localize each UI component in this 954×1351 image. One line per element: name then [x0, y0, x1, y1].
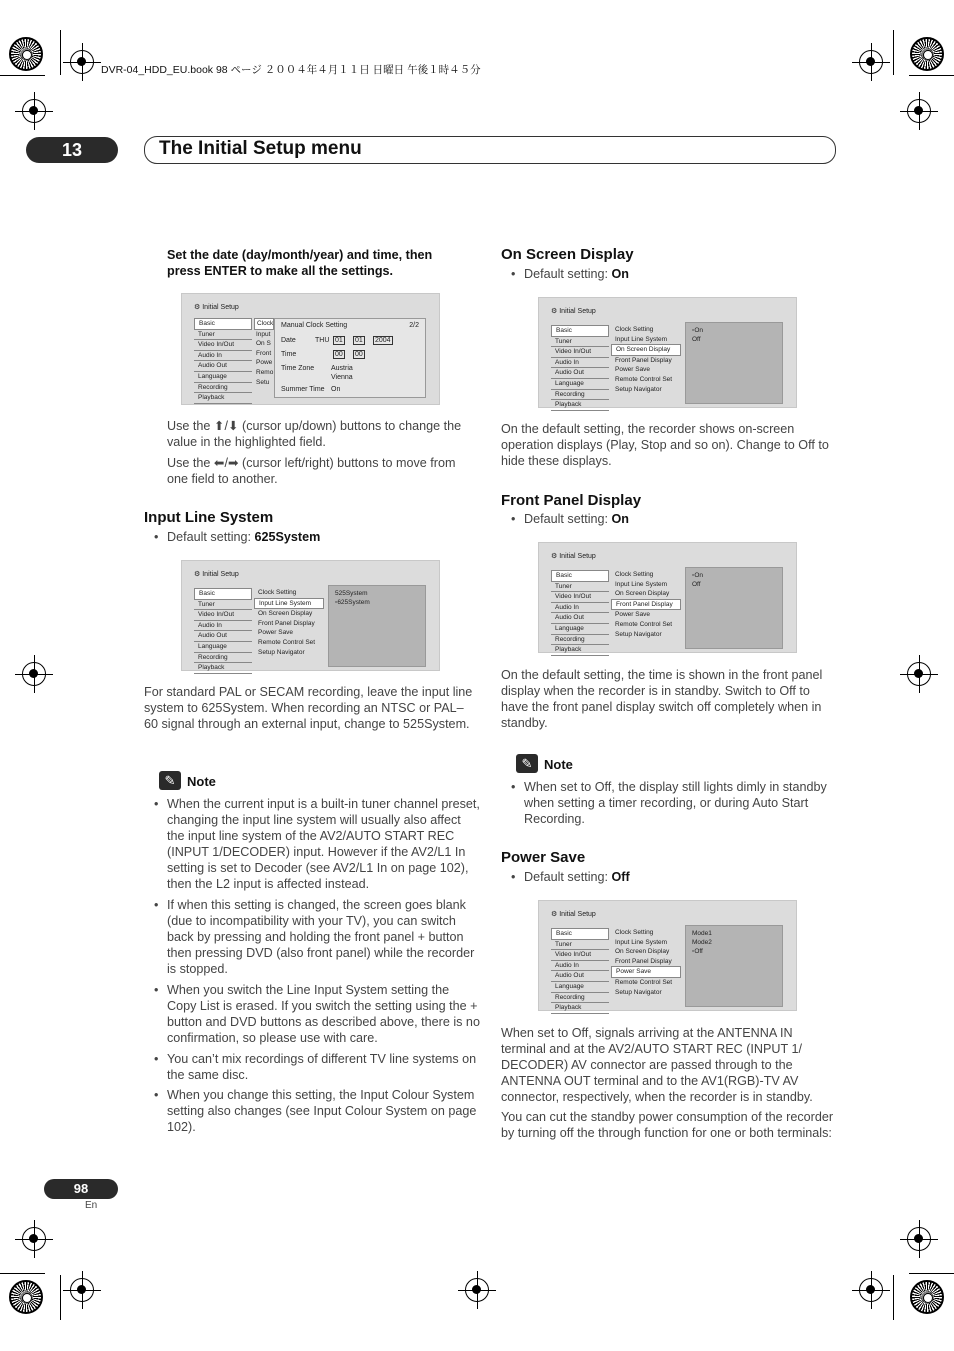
submenu-item: Clock Setting — [615, 571, 654, 578]
note-icon: ✎ — [159, 771, 181, 790]
menu-item: Audio Out — [551, 971, 609, 982]
panel-page: 2/2 — [409, 322, 419, 329]
submenu-item: Clock Setting — [615, 326, 654, 333]
screen-menu — [551, 325, 609, 411]
panel-title: Manual Clock Setting — [281, 322, 348, 329]
submenu-item: Setup Navigator — [258, 648, 305, 656]
options-panel — [685, 925, 783, 1007]
page-title: The Initial Setup menu — [159, 138, 362, 159]
menu-item: Recording — [551, 993, 609, 1004]
menu-item: Language — [194, 642, 252, 653]
submenu-item: Front Panel Display — [258, 619, 315, 627]
crosshair-mark — [907, 1227, 931, 1251]
summer-time-value: On — [331, 386, 341, 393]
submenu-item: Input Line System — [615, 335, 668, 343]
note-label: Note — [187, 774, 216, 789]
crosshair-mark — [22, 662, 46, 686]
front-panel-display-description: On the default setting, the time is shown in the front panel display when the recorder is in standby. Switch to Off to have the front panel display switch off completely when in standby. — [501, 668, 823, 730]
menu-item: Language — [194, 372, 252, 383]
minute-field: 00 — [355, 351, 363, 358]
note-item: • When you switch the Line Input System setting the Copy List is erased. If you switch the setting using the + button and DVD buttons as described above, there is no confirmation, so please use with care. — [167, 982, 480, 1046]
language-code: En — [85, 1200, 98, 1211]
timezone-label: Time Zone — [281, 365, 315, 372]
submenu-item: Remote Control Set — [615, 978, 673, 986]
menu-item: Basic — [551, 325, 609, 337]
menu-item: Recording — [551, 635, 609, 646]
registration-wheel-top-right — [910, 37, 944, 71]
menu-item: Audio Out — [194, 361, 252, 372]
crop-line — [0, 1273, 45, 1274]
input-line-system-screen — [181, 560, 440, 671]
submenu-item: Input Line System — [254, 598, 324, 610]
clock-intro: Set the date (day/month/year) and time, then press ENTER to make all the settings. — [167, 248, 433, 278]
screen-submenu — [611, 325, 681, 394]
screen-submenu — [611, 570, 681, 639]
menu-item: Video In/Out — [551, 592, 609, 603]
timezone-value-1: Austria — [331, 365, 353, 372]
menu-item: Basic — [194, 588, 252, 600]
screen-header: ⚙ Initial Setup — [194, 571, 239, 578]
note-label: Note — [544, 757, 573, 772]
menu-item: Audio In — [551, 358, 609, 369]
crosshair-mark — [859, 50, 883, 74]
menu-item: Playback — [551, 400, 609, 411]
time-label: Time — [281, 351, 297, 358]
options-panel — [685, 322, 783, 404]
front-panel-display-screen — [538, 542, 797, 653]
menu-item: Audio Out — [194, 631, 252, 642]
submenu-item: Clock Setting — [615, 929, 654, 936]
menu-item: Playback — [551, 1003, 609, 1014]
menu-item: Recording — [551, 390, 609, 401]
submenu-item: On S — [256, 340, 271, 348]
crop-line — [909, 1273, 954, 1274]
option-off: ▫Off — [692, 948, 703, 955]
menu-item: Audio In — [194, 351, 252, 362]
submenu-item: Front Panel Display — [615, 356, 672, 364]
menu-item: Playback — [194, 663, 252, 674]
note-item: • If when this setting is changed, the screen goes blank (due to incompatibility with your TV), you can switch back by pressing and holding the front panel + button then pressing DVD (also front panel) while the recorder is stopped. — [167, 897, 480, 977]
submenu-item: On Screen Display — [611, 344, 681, 356]
page-number: 98 — [44, 1179, 118, 1199]
option-625system: ▫625System — [335, 599, 370, 606]
menu-item: Recording — [194, 653, 252, 664]
power-save-heading: Power Save — [501, 849, 586, 866]
year-field: 2004 — [375, 337, 391, 344]
submenu-item: Powe — [256, 359, 273, 367]
crop-line — [893, 30, 894, 75]
submenu-item: Front Panel Display — [611, 599, 681, 611]
crosshair-mark — [22, 1227, 46, 1251]
option-525system: 525System — [335, 590, 368, 597]
submenu-item: On Screen Display — [615, 948, 670, 956]
crop-line — [893, 1275, 894, 1320]
crosshair-mark — [907, 662, 931, 686]
submenu-item: On Screen Display — [258, 610, 313, 618]
submenu-item: Front Panel Display — [615, 957, 672, 965]
submenu-item: Input Line System — [615, 580, 668, 588]
menu-item: Tuner — [194, 330, 252, 341]
option-off: Off — [692, 581, 701, 588]
menu-item: Video In/Out — [194, 340, 252, 351]
print-header-line: DVR-04_HDD_EU.book 98 ページ ２００４年４月１１日 日曜日 午後１時４５分 — [101, 64, 481, 76]
cursor-left-right-instruction: Use the ⬅/➡ (cursor left/right) buttons to move from one field to another. — [167, 456, 456, 486]
crop-line — [60, 1275, 61, 1320]
menu-item: Basic — [551, 928, 609, 940]
screen-submenu — [254, 588, 324, 657]
submenu-item: Power Save — [615, 366, 651, 374]
registration-wheel-bottom-right — [910, 1280, 944, 1314]
submenu-item: Setup Navigator — [615, 385, 662, 393]
clock-setting-screen — [181, 293, 440, 405]
on-screen-display-screen — [538, 297, 797, 408]
menu-item: Playback — [551, 645, 609, 656]
option-mode2: Mode2 — [692, 939, 712, 946]
registration-wheel-top-left — [9, 37, 43, 71]
note-item: • When you change this setting, the Input Colour System setting also changes (see Input Colour System on page 102). — [167, 1087, 480, 1135]
submenu-item: Remote Control Set — [615, 620, 673, 628]
menu-item: Video In/Out — [551, 347, 609, 358]
menu-item: Basic — [551, 570, 609, 582]
option-on: ▫On — [692, 572, 703, 579]
submenu-item: Clock — [254, 318, 274, 330]
on-screen-display-heading: On Screen Display — [501, 246, 634, 263]
crop-line — [60, 30, 61, 75]
submenu-item: Remo — [256, 368, 274, 376]
on-screen-display-default: • Default setting: On — [524, 266, 629, 282]
submenu-item: Input Line System — [615, 938, 668, 946]
submenu-item: Remote Control Set — [258, 638, 316, 646]
cursor-up-down-instruction: Use the ⬆/⬇ (cursor up/down) buttons to change the value in the highlighted field. — [167, 419, 462, 449]
screen-submenu — [611, 928, 681, 997]
crosshair-mark — [859, 1278, 883, 1302]
menu-item: Audio Out — [551, 368, 609, 379]
menu-item: Audio In — [194, 621, 252, 632]
submenu-item: Power Save — [611, 966, 681, 978]
screen-menu — [551, 928, 609, 1014]
submenu-item: On Screen Display — [615, 590, 670, 598]
crosshair-mark — [70, 50, 94, 74]
menu-item: Basic — [194, 318, 252, 330]
option-mode1: Mode1 — [692, 930, 712, 937]
date-label: Date — [281, 337, 296, 344]
on-screen-display-description: On the default setting, the recorder shows on-screen operation displays (Play, Stop and so on). Change to Off to hide these displays. — [501, 422, 829, 468]
day-field: 01 — [335, 337, 343, 344]
front-panel-display-default: • Default setting: On — [524, 511, 629, 527]
screen-header: ⚙ Initial Setup — [551, 553, 596, 560]
screen-header: ⚙ Initial Setup — [551, 308, 596, 315]
day-value: THU — [315, 337, 330, 344]
menu-item: Video In/Out — [194, 610, 252, 621]
submenu-item: Clock Setting — [258, 589, 297, 596]
menu-item: Audio Out — [551, 613, 609, 624]
menu-item: Recording — [194, 383, 252, 394]
submenu-item: Setup Navigator — [615, 988, 662, 996]
screen-header: ⚙ Initial Setup — [551, 911, 596, 918]
menu-item: Tuner — [551, 337, 609, 348]
menu-item: Language — [551, 379, 609, 390]
note-item: • When the current input is a built-in tuner channel preset, changing the input line system will usually also affect the input line system of the AV2/AUTO START REC (INPUT 1/DECODER) input. However if the AV2/L1 In setting is set to Decoder (see AV2/L1 In on page 102), then the L2 input is affected instead. — [167, 796, 480, 892]
input-line-system-heading: Input Line System — [144, 509, 274, 526]
screen-menu — [551, 570, 609, 656]
screen-submenu — [254, 318, 274, 387]
menu-item: Audio In — [551, 603, 609, 614]
menu-item: Video In/Out — [551, 950, 609, 961]
crosshair-mark — [465, 1278, 489, 1302]
screen-menu — [194, 588, 252, 674]
option-off: Off — [692, 336, 701, 343]
screen-header: ⚙ Initial Setup — [194, 304, 239, 311]
clock-panel — [274, 318, 426, 398]
month-field: 01 — [355, 337, 363, 344]
submenu-item: Power Save — [615, 611, 651, 619]
input-line-system-default: • Default setting: 625System — [167, 529, 320, 545]
menu-item: Playback — [194, 393, 252, 404]
power-save-screen — [538, 900, 797, 1011]
note-icon: ✎ — [516, 754, 538, 773]
power-save-description-1: When set to Off, signals arriving at the ANTENNA IN terminal and at the AV2/AUTO START REC (INPUT 1/ DECODER) AV connector are passed through to the ANTENNA OUT terminal and to the AV1(RGB)-TV AV connector, respectively, when the recorder is in standby. — [501, 1026, 813, 1104]
menu-item: Tuner — [551, 582, 609, 593]
crop-line — [0, 75, 45, 76]
menu-item: Language — [551, 624, 609, 635]
hour-field: 00 — [335, 351, 343, 358]
crosshair-mark — [22, 99, 46, 123]
note-item: • You can’t mix recordings of different TV line systems on the same disc. — [167, 1051, 480, 1083]
chapter-title-bar — [144, 136, 836, 164]
submenu-item: Setup Navigator — [615, 630, 662, 638]
registration-wheel-bottom-left — [9, 1280, 43, 1314]
menu-item: Audio In — [551, 961, 609, 972]
submenu-item: Front — [256, 349, 272, 357]
summer-time-label: Summer Time — [281, 386, 325, 393]
timezone-value-2: Vienna — [331, 374, 353, 381]
submenu-item: Remote Control Set — [615, 375, 673, 383]
power-save-default: • Default setting: Off — [524, 869, 630, 885]
menu-item: Tuner — [194, 600, 252, 611]
screen-menu — [194, 318, 252, 404]
crop-line — [909, 75, 954, 76]
menu-item: Language — [551, 982, 609, 993]
crosshair-mark — [70, 1278, 94, 1302]
note-item: • When set to Off, the display still lights dimly in standby when setting a timer recording, or during Auto Start Recording. — [524, 779, 829, 827]
options-panel — [685, 567, 783, 649]
input-line-system-description: For standard PAL or SECAM recording, leave the input line system to 625System. When recording an NTSC or PAL–60 signal through an external input, change to 525System. — [144, 685, 473, 731]
power-save-description-2: You can cut the standby power consumption of the recorder by turning off the through function for one or both terminals: — [501, 1110, 834, 1140]
chapter-number: 13 — [26, 137, 118, 163]
submenu-item: Power Save — [258, 629, 294, 637]
front-panel-display-heading: Front Panel Display — [501, 492, 642, 509]
option-on: ▫On — [692, 327, 703, 334]
submenu-item: Input — [256, 330, 271, 338]
crosshair-mark — [907, 99, 931, 123]
options-panel — [328, 585, 426, 667]
submenu-item: Setu — [256, 378, 270, 386]
menu-item: Tuner — [551, 940, 609, 951]
